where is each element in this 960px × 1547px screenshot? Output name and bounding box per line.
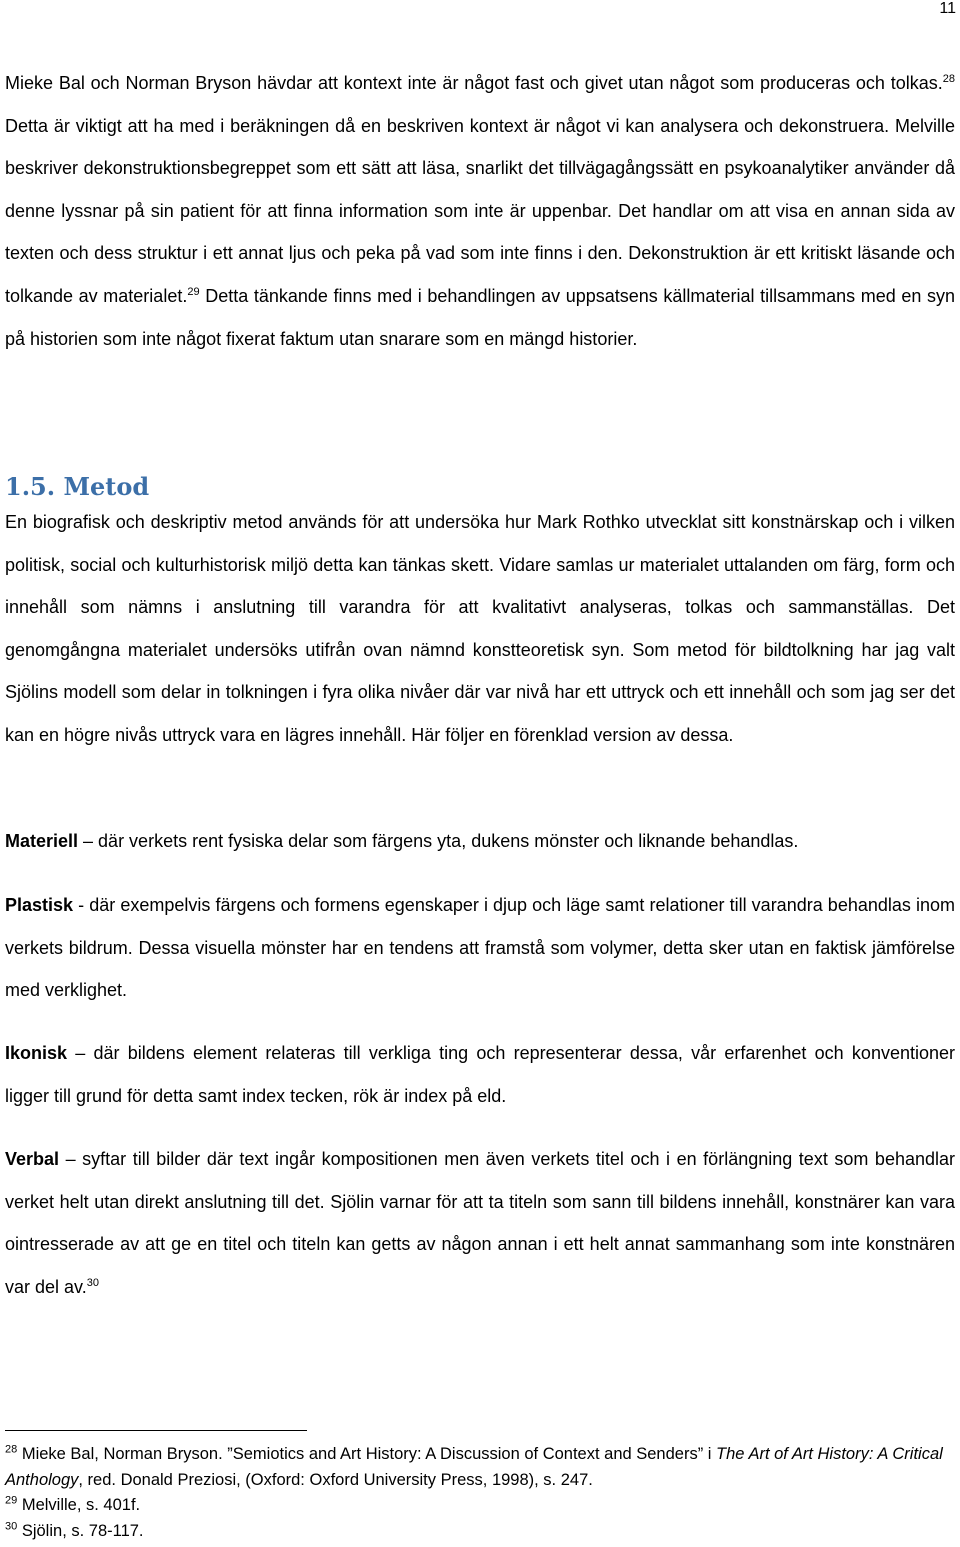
footnote-separator [5,1430,307,1431]
footnote-text: , red. Donald Preziosi, (Oxford: Oxford University Press, 1998), s. 247. [78,1470,593,1489]
level-materiell [5,820,955,863]
level-term: Materiell [5,831,79,851]
level-description: - där exempelvis färgens och formens egenskaper i djup och läge samt relationer till varandra behandlas inom verkets bildrum. Dessa visuella mönster har en tendens att framstå som volymer, detta sker utan en faktisk jämförelse med verklighet. [5,895,955,1001]
paragraph-method-intro: En biografisk och deskriptiv metod används för att undersöka hur Mark Rothko utvecklat sitt konstnärskap och i vilken politisk, social och kulturhistorisk miljö detta kan tänkas skett. Vidare samlas ur materialet uttalanden om färg, form och innehåll som nämns i anslutning till varandra för att kvalitativt analyseras, tolkas och sammanställas. Det genomgångna materialet undersöks utifrån ovan nämnd konstteoretisk syn. Som metod för bildtolkning har jag valt Sjölins modell som delar in tolkningen i fyra olika nivåer där var nivå har ett uttryck och ett innehåll och som jag ser det kan en högre nivås uttryck vara en lägres innehåll. Här följer en förenklad version av dessa. [5,512,955,745]
paragraph-text: Mieke Bal och Norman Bryson hävdar att kontext inte är något fast och givet utan något som produceras och tolkas. [5,73,943,93]
section-heading: 1.5. Metod [5,472,150,501]
footnote-text: Mieke Bal, Norman Bryson. ”Semiotics and Art History: A Discussion of Context and Senders” i [17,1445,717,1463]
footnote-text: Sjölin, s. 78-117. [17,1521,144,1540]
level-description: – syftar till bilder där text ingår kompositionen men även verkets titel och i en förlängning text som behandlar verket helt utan direkt anslutning till det. Sjölin varnar för att ta titeln som sann till bildens innehåll, konstnärer kan vara ointresserade av att ge en titel och titeln kan getts av någon annan i ett helt annat sammanhang som inte konstnären var del av. [5,1149,955,1297]
level-term: Verbal [5,1149,60,1169]
paragraph-text: Detta tänkande finns med i behandlingen av uppsatsens källmaterial tillsammans med en syn på historien som inte något fixerat faktum utan snarare som en mängd historier. [5,285,955,349]
footnote-number: 29 [5,1494,18,1507]
level-ikonisk [5,1032,955,1117]
footnote-ref[interactable]: 28 [942,73,955,85]
level-term: Ikonisk [5,1043,68,1063]
footnotes [5,1442,955,1544]
paragraph-text: Detta är viktigt att ha med i beräkningen då en beskriven kontext är något vi kan analysera och dekonstruera. Melville beskriver dekonstruktionsbegreppet som ett sätt att läsa, snarlikt det tillvägagångssätt en psykoanalytiker använder då denne lyssnar på sin patient för att finna information som inte är uppenbar. Det handlar om att visa en annan sida av texten och dess struktur i ett annat ljus och peka på vad som inte finns i den. Dekonstruktion är ett kritiskt läsande och tolkande av materialet. [5,115,955,306]
footnote-29 [5,1493,955,1519]
footnote-book-title: The Art of Art History: A Critical Anthology [5,1445,943,1489]
page-number: 11 [939,0,956,17]
level-term: Plastisk [5,895,74,915]
level-verbal [5,1138,955,1308]
level-description: – där bildens element relateras till verkliga ting och representerar dessa, vår erfarenhet och konventioner ligger till grund för detta samt index tecken, rök är index på eld. [5,1043,955,1106]
footnote-number: 28 [5,1443,18,1456]
footnote-number: 30 [5,1520,18,1532]
footnote-ref[interactable]: 29 [187,285,200,298]
level-description: – där verkets rent fysiska delar som färgens yta, dukens mönster och liknande behandlas. [78,831,799,851]
footnote-text: Melville, s. 401f. [17,1496,141,1514]
footnote-28 [5,1442,955,1493]
footnote-ref[interactable]: 30 [86,1276,99,1289]
paragraph-context [5,62,955,360]
footnote-30 [5,1519,955,1545]
level-plastisk [5,884,955,1012]
